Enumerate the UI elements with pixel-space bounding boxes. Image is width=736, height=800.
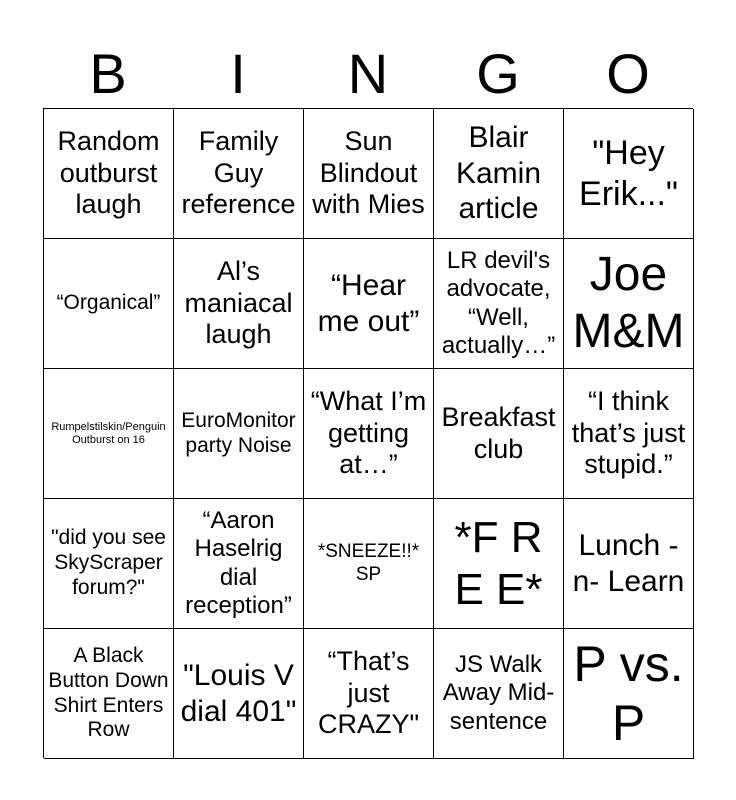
cell-text: Breakfast club — [441, 401, 556, 464]
bingo-cell[interactable] — [44, 109, 174, 239]
bingo-cell[interactable] — [304, 499, 434, 629]
bingo-grid — [43, 108, 693, 758]
header-letter-g: G — [476, 42, 520, 105]
bingo-header — [43, 40, 693, 108]
cell-text: P vs. P — [573, 635, 684, 751]
header-letter-o: O — [606, 42, 650, 105]
cell-text: “Organical” — [56, 291, 161, 315]
header-letter-i: I — [230, 42, 246, 105]
bingo-cell[interactable] — [564, 109, 694, 239]
cell-text: Al’s maniacal laugh — [184, 255, 293, 350]
bingo-cell[interactable] — [174, 369, 304, 499]
cell-text: “What I’m getting at…” — [310, 385, 427, 480]
cell-text: Family Guy reference — [181, 125, 296, 220]
bingo-cell[interactable] — [44, 629, 174, 759]
cell-text: “I think that’s just stupid.” — [571, 385, 686, 480]
header-letter-b: B — [89, 42, 127, 105]
bingo-cell[interactable] — [564, 369, 694, 499]
cell-text: “Aaron Haselrig dial reception” — [185, 506, 292, 619]
header-letter-n: N — [347, 42, 389, 105]
bingo-cell[interactable] — [174, 239, 304, 369]
cell-text: EuroMonitor party Noise — [181, 408, 296, 457]
cell-text: Joe M&M — [572, 247, 685, 358]
bingo-cell[interactable] — [564, 239, 694, 369]
cell-text: "Hey Erik..." — [579, 134, 678, 213]
bingo-cell[interactable] — [304, 369, 434, 499]
bingo-cell[interactable] — [564, 629, 694, 759]
free-space-cell[interactable] — [434, 499, 564, 629]
bingo-cell[interactable] — [304, 109, 434, 239]
cell-text: A Black Button Down Shirt Enters Row — [48, 643, 169, 742]
cell-text: *F R E E* — [454, 512, 543, 614]
cell-text: Lunch - n- Learn — [572, 529, 685, 598]
cell-text: Sun Blindout with Mies — [312, 125, 425, 220]
bingo-cell[interactable] — [174, 109, 304, 239]
bingo-cell[interactable] — [434, 239, 564, 369]
cell-text: “That’s just CRAZY" — [317, 645, 420, 740]
cell-text: Random outburst laugh — [57, 125, 160, 220]
cell-text: Blair Kamin article — [455, 121, 542, 226]
cell-text: JS Walk Away Mid-sentence — [442, 651, 555, 735]
bingo-cell[interactable] — [44, 369, 174, 499]
cell-text: Rumpelstilskin/Penguin Outburst on 16 — [51, 420, 166, 446]
bingo-cell[interactable] — [434, 629, 564, 759]
bingo-cell[interactable] — [44, 499, 174, 629]
cell-text: LR devil's advocate, “Well, actually…” — [441, 246, 556, 359]
cell-text: “Hear me out” — [317, 269, 420, 338]
bingo-cell[interactable] — [564, 499, 694, 629]
cell-text: "Louis V dial 401" — [180, 659, 297, 728]
bingo-cell[interactable] — [174, 499, 304, 629]
cell-text: "did you see SkyScraper forum?" — [51, 526, 166, 599]
bingo-cell[interactable] — [434, 109, 564, 239]
cell-text: *SNEEZE!!* SP — [317, 541, 420, 585]
bingo-cell[interactable] — [174, 629, 304, 759]
bingo-cell[interactable] — [44, 239, 174, 369]
bingo-cell[interactable] — [304, 239, 434, 369]
bingo-cell[interactable] — [304, 629, 434, 759]
bingo-cell[interactable] — [434, 369, 564, 499]
